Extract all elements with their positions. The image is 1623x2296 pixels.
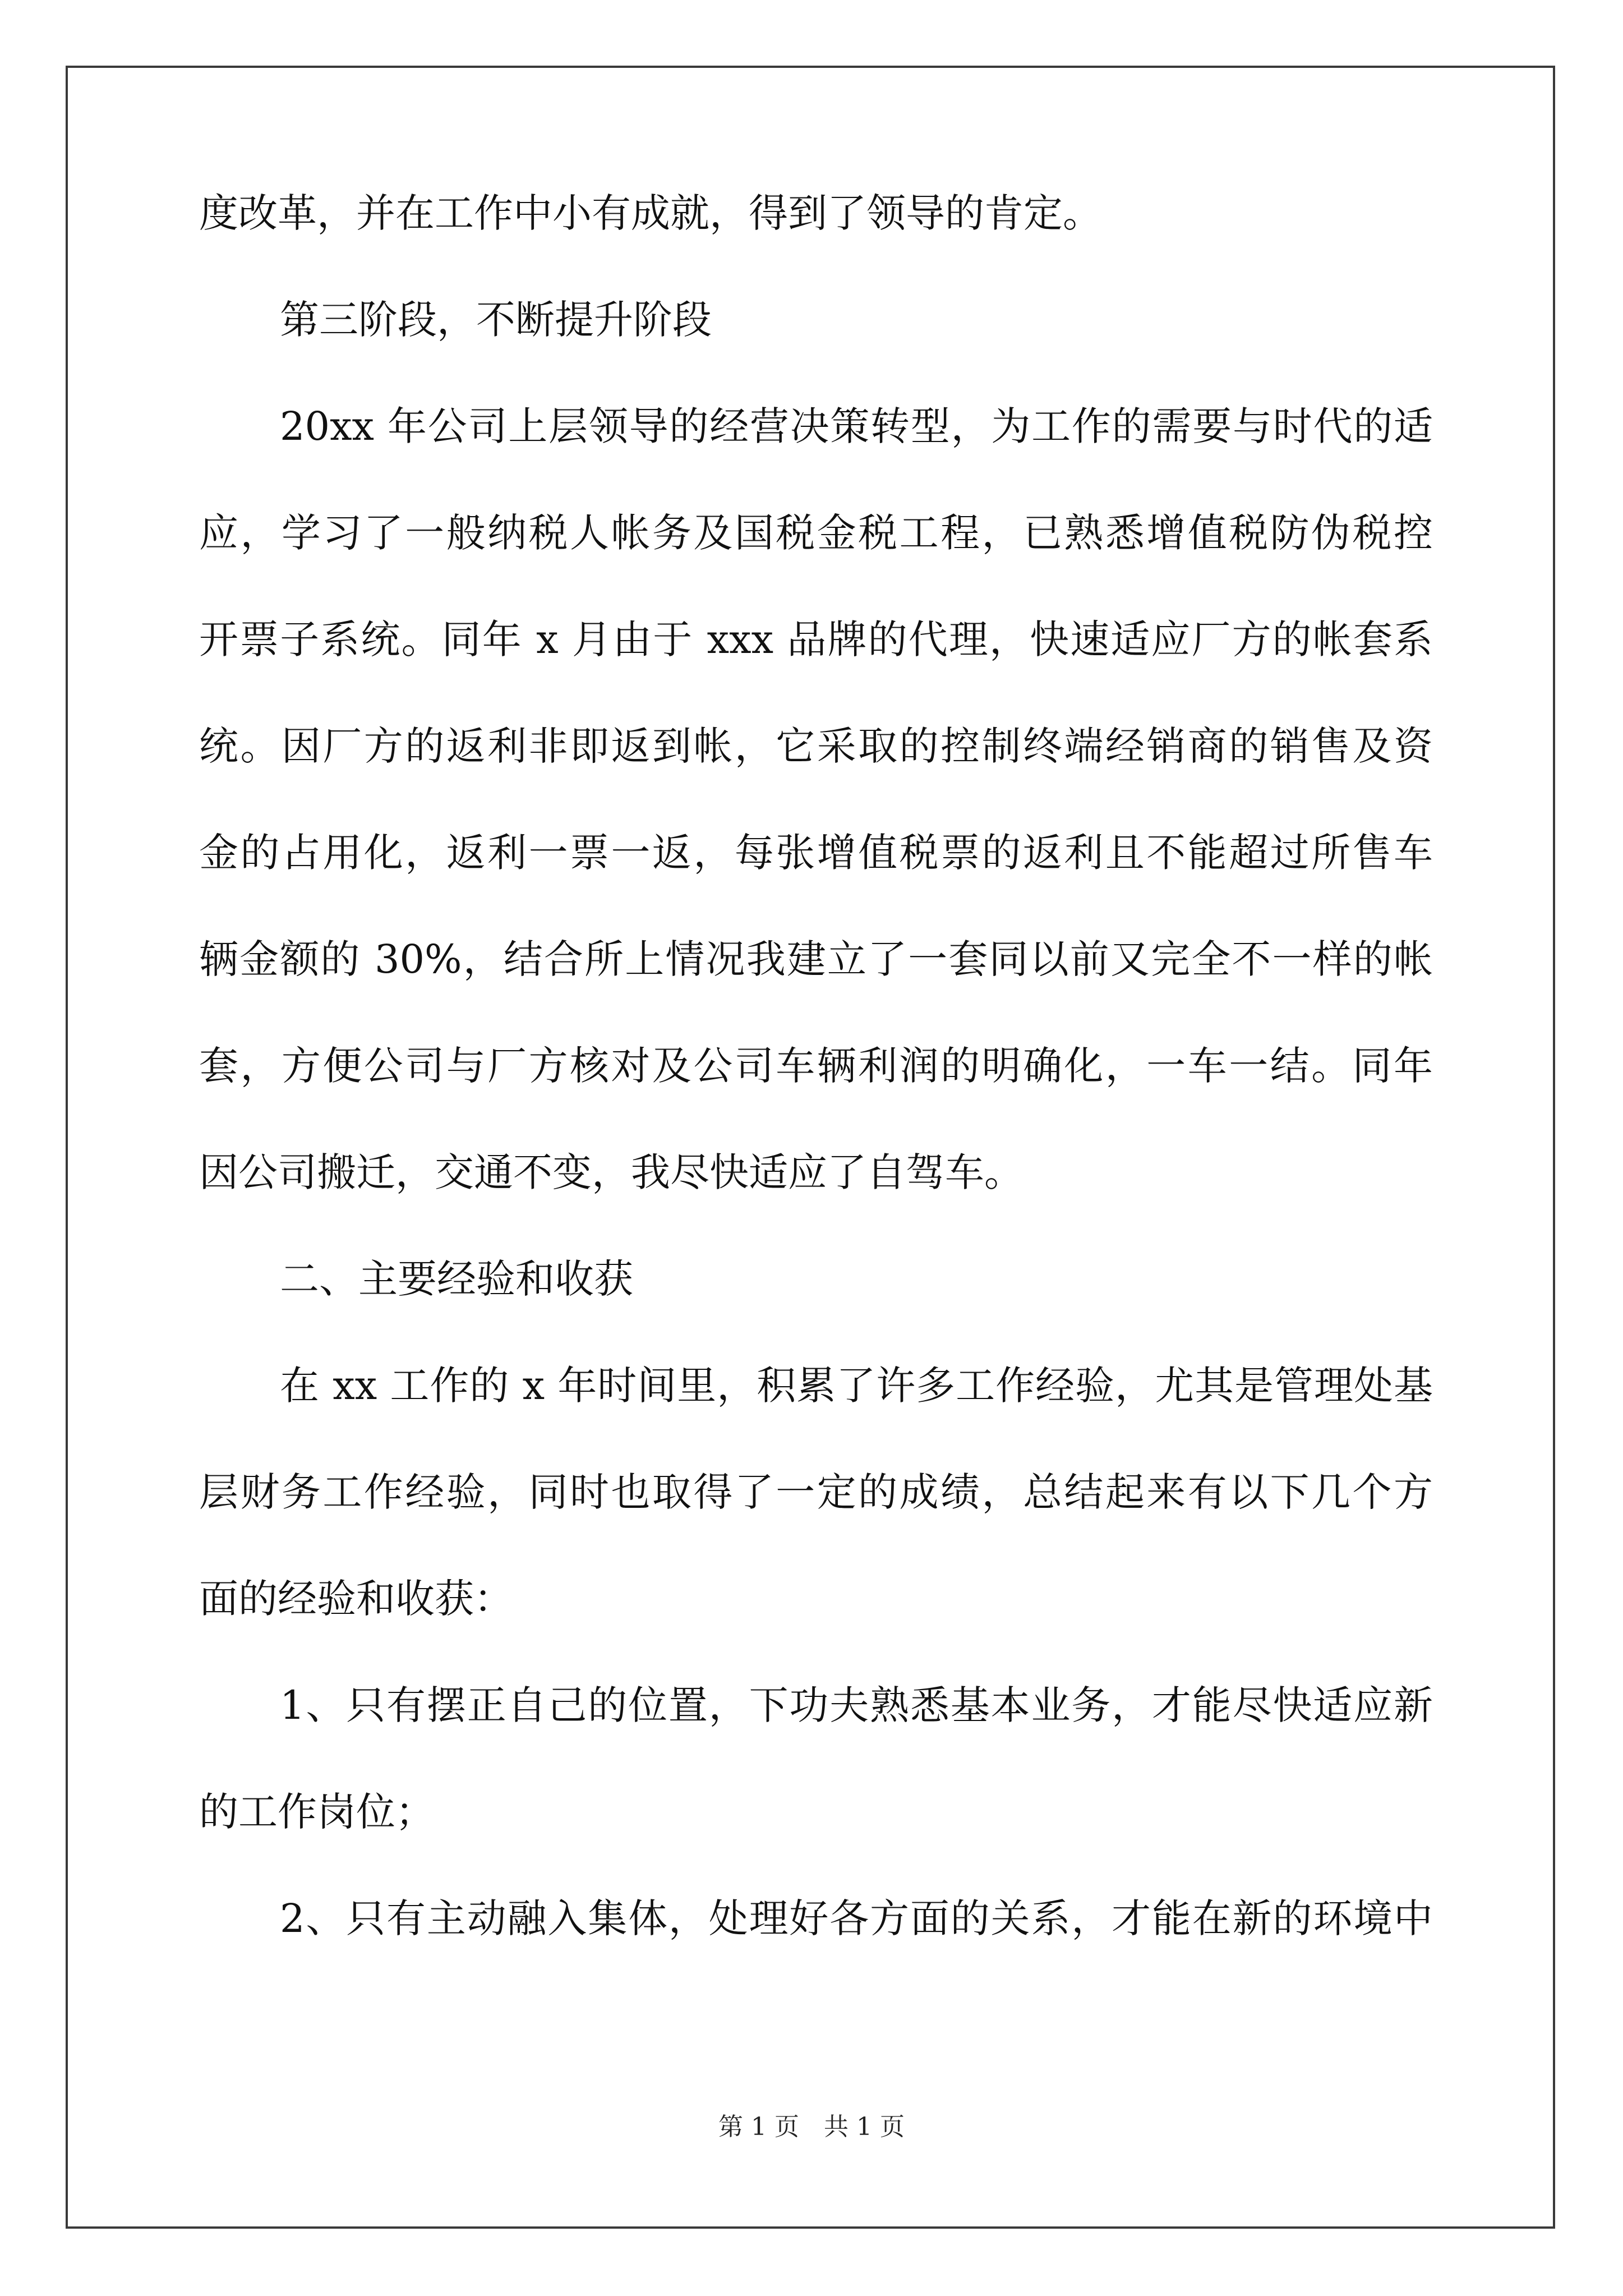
text-line: 层财务工作经验，同时也取得了一定的成绩，总结起来有以下几个方 (199, 1469, 1433, 1515)
text-line: 在 xx 工作的 x 年时间里，积累了许多工作经验，尤其是管理处基 (280, 1363, 1433, 1409)
text-line: 应，学习了一般纳税人帐务及国税金税工程，已熟悉增值税防伪税控 (199, 510, 1433, 556)
text-line: 20xx 年公司上层领导的经营决策转型，为工作的需要与时代的适 (280, 403, 1433, 449)
text-line: 因公司搬迁，交通不变，我尽快适应了自驾车。 (199, 1149, 1023, 1195)
list-item-text: 的工作岗位； (199, 1789, 435, 1835)
text-line: 统。因厂方的返利非即返到帐，它采取的控制终端经销商的销售及资 (199, 723, 1433, 769)
list-item-text: 1、只有摆正自己的位置，下功夫熟悉基本业务，才能尽快适应新 (280, 1682, 1433, 1728)
text-line: 辆金额的 30%，结合所上情况我建立了一套同以前又完全不一样的帐 (199, 936, 1433, 982)
text-line: 度改革，并在工作中小有成就，得到了领导的肯定。 (199, 190, 1102, 236)
section-heading: 第三阶段，不断提升阶段 (280, 297, 712, 343)
text-line: 面的经验和收获： (199, 1576, 513, 1622)
text-line: 金的占用化，返利一票一返，每张增值税票的返利且不能超过所售车 (199, 830, 1433, 876)
section-heading: 二、主要经验和收获 (280, 1256, 633, 1302)
text-line: 开票子系统。同年 x 月由于 xxx 品牌的代理，快速适应厂方的帐套系 (199, 616, 1433, 662)
list-item-text: 2、只有主动融入集体，处理好各方面的关系，才能在新的环境中 (280, 1895, 1433, 1941)
page-number-footer: 第 1 页 共 1 页 (718, 2113, 905, 2141)
text-line: 套，方便公司与厂方核对及公司车辆利润的明确化，一车一结。同年 (199, 1043, 1433, 1089)
